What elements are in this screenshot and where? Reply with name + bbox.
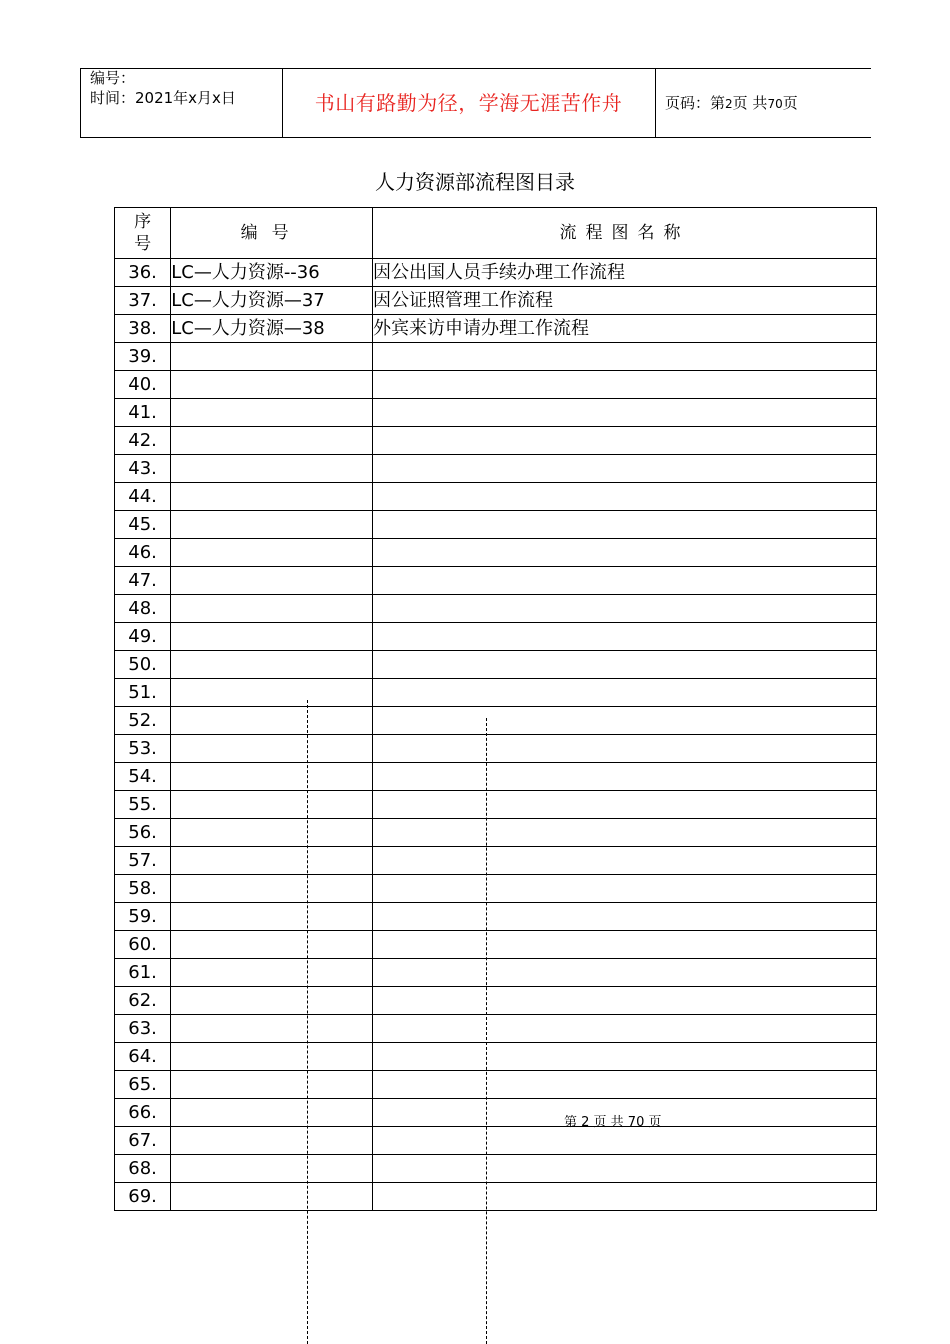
row-number: 67. — [115, 1127, 171, 1155]
page-info — [665, 93, 798, 114]
row-code — [171, 343, 373, 371]
row-name — [373, 1155, 877, 1183]
table-row — [115, 539, 877, 567]
table-row — [115, 1071, 877, 1099]
row-name — [373, 511, 877, 539]
page-mid: 页 共 — [732, 94, 768, 112]
row-code — [171, 791, 373, 819]
row-name — [373, 875, 877, 903]
table-row — [115, 287, 877, 315]
header-name: 流程图名称 — [373, 208, 877, 259]
table-row — [115, 735, 877, 763]
table-row — [115, 679, 877, 707]
row-name — [373, 1043, 877, 1071]
row-code: LC—人力资源—37 — [171, 287, 373, 315]
row-number: 63. — [115, 1015, 171, 1043]
row-number: 54. — [115, 763, 171, 791]
row-name — [373, 819, 877, 847]
table-row — [115, 791, 877, 819]
table-row — [115, 931, 877, 959]
row-number: 61. — [115, 959, 171, 987]
row-number: 39. — [115, 343, 171, 371]
row-number: 50. — [115, 651, 171, 679]
row-number: 62. — [115, 987, 171, 1015]
table-row — [115, 1183, 877, 1211]
row-name: 外宾来访申请办理工作流程 — [373, 315, 877, 343]
row-name — [373, 903, 877, 931]
page-footer: 第 2 页 共 70 页 — [564, 1115, 662, 1130]
row-code — [171, 623, 373, 651]
row-name — [373, 399, 877, 427]
row-name — [373, 707, 877, 735]
row-number: 48. — [115, 595, 171, 623]
table-row — [115, 595, 877, 623]
row-number: 43. — [115, 455, 171, 483]
header-code: 编号 — [171, 208, 373, 259]
table-row — [115, 819, 877, 847]
row-name — [373, 371, 877, 399]
table-row — [115, 847, 877, 875]
header-motto-cell — [282, 69, 656, 137]
row-number: 41. — [115, 399, 171, 427]
table-row — [115, 1155, 877, 1183]
table-row — [115, 511, 877, 539]
row-number: 66. — [115, 1099, 171, 1127]
row-code — [171, 511, 373, 539]
row-code — [171, 847, 373, 875]
row-number: 44. — [115, 483, 171, 511]
row-name — [373, 567, 877, 595]
row-code: LC—人力资源--36 — [171, 259, 373, 287]
row-number: 42. — [115, 427, 171, 455]
table-row — [115, 651, 877, 679]
page-title: 人力资源部流程图目录 — [375, 170, 575, 194]
row-number: 37. — [115, 287, 171, 315]
row-code — [171, 679, 373, 707]
row-code — [171, 707, 373, 735]
page-total: 70 — [767, 97, 783, 111]
row-number: 53. — [115, 735, 171, 763]
row-code — [171, 875, 373, 903]
row-code — [171, 595, 373, 623]
row-code — [171, 1155, 373, 1183]
row-number: 64. — [115, 1043, 171, 1071]
table-row — [115, 959, 877, 987]
row-name — [373, 623, 877, 651]
row-code — [171, 819, 373, 847]
row-code — [171, 483, 373, 511]
row-number: 36. — [115, 259, 171, 287]
table-row — [115, 315, 877, 343]
row-number: 51. — [115, 679, 171, 707]
row-name — [373, 595, 877, 623]
row-code — [171, 735, 373, 763]
row-number: 47. — [115, 567, 171, 595]
row-number: 45. — [115, 511, 171, 539]
row-number: 60. — [115, 931, 171, 959]
table-row — [115, 1127, 877, 1155]
row-code — [171, 651, 373, 679]
row-number: 55. — [115, 791, 171, 819]
row-name — [373, 651, 877, 679]
row-name — [373, 343, 877, 371]
table-row — [115, 371, 877, 399]
row-code — [171, 763, 373, 791]
table-body — [115, 259, 877, 1211]
row-code — [171, 455, 373, 483]
row-name — [373, 791, 877, 819]
row-code — [171, 371, 373, 399]
table-row — [115, 483, 877, 511]
dashed-guide-line — [307, 700, 308, 1344]
page-end: 页 — [782, 94, 798, 112]
row-name — [373, 735, 877, 763]
row-name — [373, 483, 877, 511]
row-name — [373, 1015, 877, 1043]
table-row — [115, 707, 877, 735]
table-row — [115, 875, 877, 903]
page-label: 页码：第 — [665, 94, 726, 112]
row-name — [373, 847, 877, 875]
row-code — [171, 1015, 373, 1043]
row-number: 40. — [115, 371, 171, 399]
header-meta-cell — [81, 69, 283, 137]
row-name — [373, 427, 877, 455]
row-name — [373, 455, 877, 483]
row-number: 38. — [115, 315, 171, 343]
motto-text: 书山有路勤为径，学海无涯苦作舟 — [314, 91, 623, 115]
row-number: 52. — [115, 707, 171, 735]
header-seq-bottom: 号 — [134, 234, 152, 254]
page-number: 2 — [725, 97, 733, 111]
row-number: 68. — [115, 1155, 171, 1183]
row-number: 69. — [115, 1183, 171, 1211]
dashed-guide-line — [486, 718, 487, 1344]
row-name — [373, 679, 877, 707]
row-name: 因公出国人员手续办理工作流程 — [373, 259, 877, 287]
table-row — [115, 399, 877, 427]
row-code — [171, 987, 373, 1015]
header-seq — [115, 208, 171, 259]
row-number: 59. — [115, 903, 171, 931]
header-page-cell — [656, 69, 871, 137]
row-code — [171, 567, 373, 595]
time-label: 时间：2021年x月x日 — [90, 89, 236, 107]
table-row — [115, 455, 877, 483]
row-code — [171, 1071, 373, 1099]
row-number: 46. — [115, 539, 171, 567]
table-row — [115, 567, 877, 595]
row-name — [373, 539, 877, 567]
table-header-row — [115, 208, 877, 259]
row-name — [373, 1071, 877, 1099]
row-code — [171, 1127, 373, 1155]
row-name — [373, 763, 877, 791]
table-row — [115, 1043, 877, 1071]
row-name: 因公证照管理工作流程 — [373, 287, 877, 315]
row-number: 58. — [115, 875, 171, 903]
table-row — [115, 259, 877, 287]
table-row — [115, 903, 877, 931]
table-row — [115, 343, 877, 371]
row-code — [171, 427, 373, 455]
table-row — [115, 1099, 877, 1127]
table-row — [115, 623, 877, 651]
document-header — [80, 68, 871, 138]
row-code — [171, 1099, 373, 1127]
header-seq-top: 序 — [134, 212, 152, 232]
row-code — [171, 1183, 373, 1211]
row-code — [171, 931, 373, 959]
row-code — [171, 1043, 373, 1071]
row-code — [171, 539, 373, 567]
number-label: 编号： — [90, 69, 136, 87]
table-row — [115, 763, 877, 791]
row-code — [171, 903, 373, 931]
row-name — [373, 931, 877, 959]
table-row — [115, 427, 877, 455]
table-row — [115, 987, 877, 1015]
row-name — [373, 1183, 877, 1211]
row-number: 49. — [115, 623, 171, 651]
row-code: LC—人力资源—38 — [171, 315, 373, 343]
row-name — [373, 959, 877, 987]
toc-table — [114, 207, 877, 1211]
row-code — [171, 399, 373, 427]
row-code — [171, 959, 373, 987]
row-number: 57. — [115, 847, 171, 875]
table-row — [115, 1015, 877, 1043]
row-number: 56. — [115, 819, 171, 847]
row-number: 65. — [115, 1071, 171, 1099]
row-name — [373, 987, 877, 1015]
